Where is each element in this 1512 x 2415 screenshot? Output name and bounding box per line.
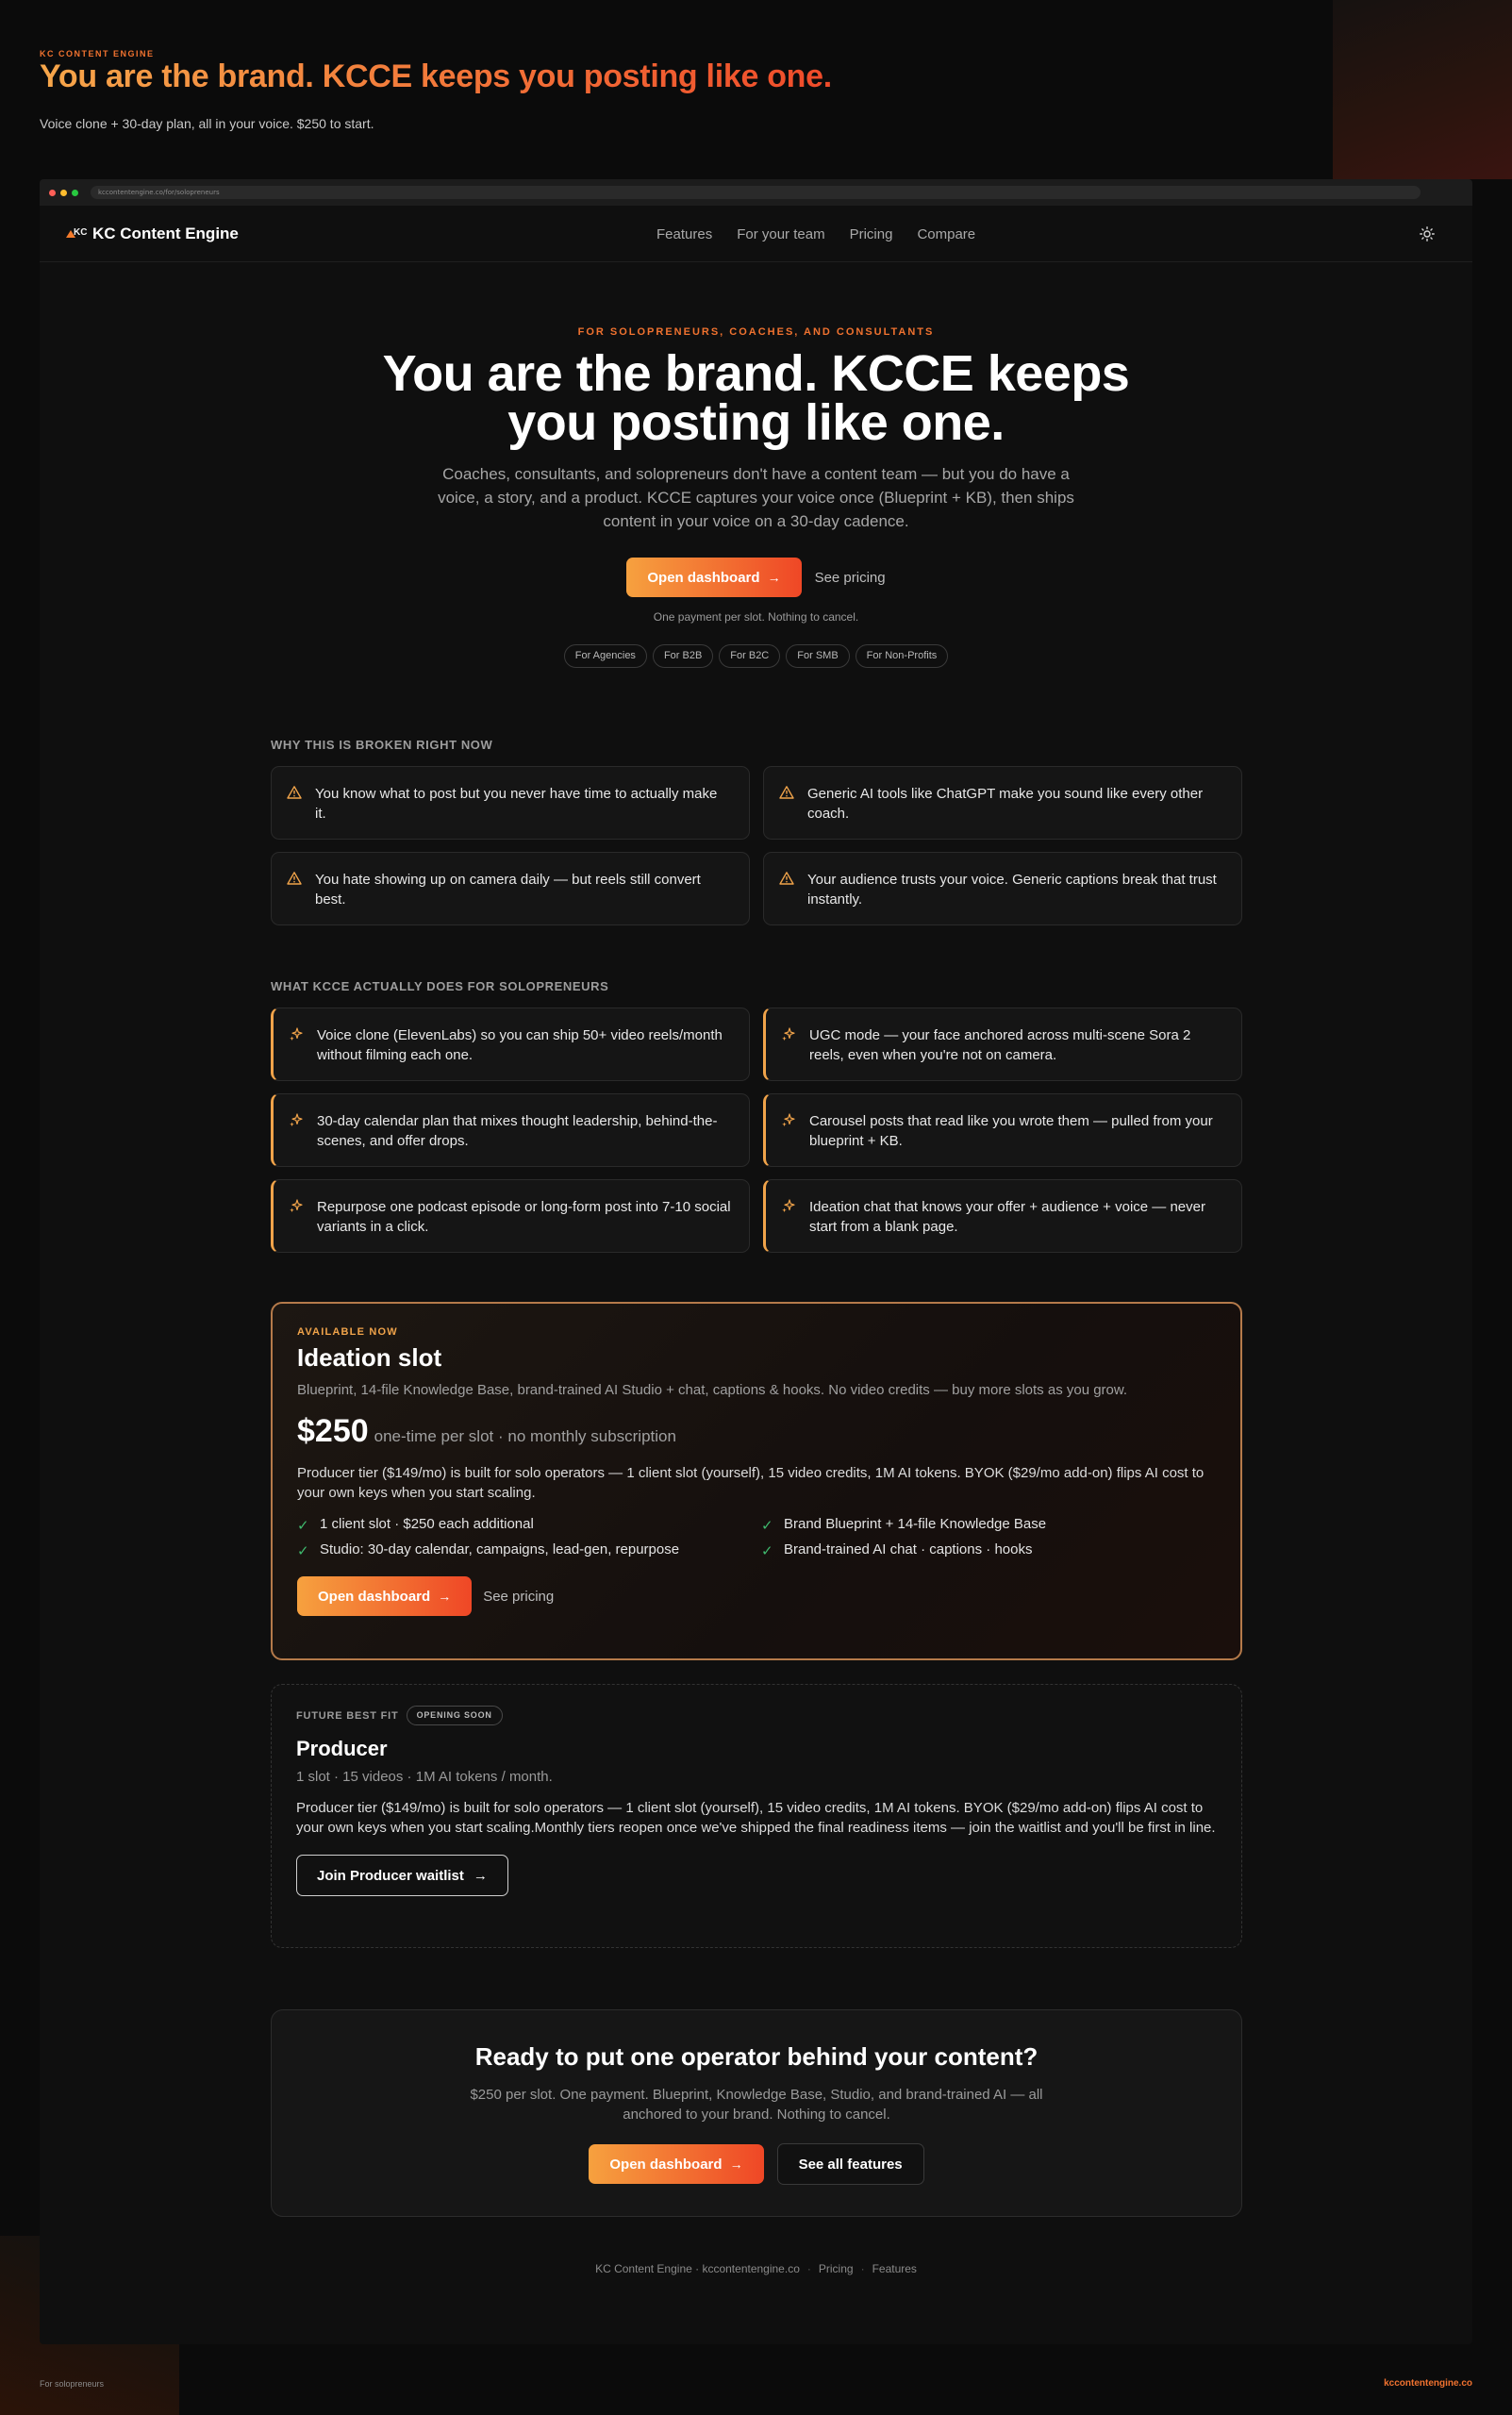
solution-text: Voice clone (ElevenLabs) so you can ship 50+ video reels/month without filming each one. bbox=[317, 1027, 723, 1063]
header-title: You are the brand. KCCE keeps you posting like one. bbox=[40, 58, 832, 94]
footer-link-pricing[interactable]: Pricing bbox=[818, 2262, 854, 2275]
site-footer bbox=[40, 2262, 1472, 2275]
nav-link-compare[interactable]: Compare bbox=[917, 225, 976, 242]
problem-card bbox=[763, 766, 1242, 840]
join-waitlist-button[interactable] bbox=[296, 1855, 508, 1896]
nav-link-pricing[interactable]: Pricing bbox=[849, 225, 893, 242]
page-footer-left: For solopreneurs bbox=[40, 2379, 105, 2389]
slot-subtitle: Blueprint, 14-file Knowledge Base, brand-trained AI Studio + chat, captions & hooks. No video credits — buy more slots as you grow. bbox=[297, 1382, 1128, 1398]
final-cta-row bbox=[272, 2143, 1241, 2185]
future-best-fit-label: FUTURE BEST FIT bbox=[296, 1709, 399, 1722]
footer-separator: · bbox=[860, 2262, 865, 2275]
price-value: $250 bbox=[297, 1413, 369, 1449]
check-icon: ✓ bbox=[761, 1518, 773, 1534]
hero-note: One payment per slot. Nothing to cancel. bbox=[653, 610, 859, 624]
problem-text: You hate showing up on camera daily — but reels still convert best. bbox=[315, 872, 701, 908]
slot-open-dashboard-button[interactable] bbox=[297, 1576, 472, 1616]
see-pricing-link[interactable]: See pricing bbox=[814, 569, 886, 586]
solution-card bbox=[763, 1093, 1242, 1167]
site-logo[interactable] bbox=[66, 225, 239, 243]
chip-smb[interactable]: For SMB bbox=[786, 644, 849, 668]
open-dashboard-label: Open dashboard bbox=[318, 1588, 431, 1605]
site-nav bbox=[40, 206, 1472, 262]
solution-card bbox=[271, 1093, 750, 1167]
sparkle-icon bbox=[781, 1198, 796, 1213]
solution-card bbox=[763, 1179, 1242, 1253]
warning-icon bbox=[287, 871, 302, 886]
solutions-section bbox=[271, 979, 1242, 1253]
nav-links bbox=[656, 206, 1000, 262]
see-all-features-button[interactable]: See all features bbox=[777, 2143, 924, 2185]
feature-item: ✓ Brand-trained AI chat · captions · hooks bbox=[761, 1541, 1033, 1559]
price-note: one-time per slot · no monthly subscription bbox=[374, 1427, 676, 1445]
producer-card bbox=[271, 1684, 1242, 1948]
browser-chrome bbox=[40, 179, 1472, 206]
slot-cta-row bbox=[297, 1576, 1216, 1616]
warning-icon bbox=[779, 871, 794, 886]
price-row bbox=[297, 1413, 1216, 1450]
solution-text: Ideation chat that knows your offer + audience + voice — never start from a blank page. bbox=[809, 1199, 1205, 1235]
solution-text: UGC mode — your face anchored across multi-scene Sora 2 reels, even when you're not on camera. bbox=[809, 1027, 1191, 1063]
solution-text: Repurpose one podcast episode or long-form post into 7-10 social variants in a click. bbox=[317, 1199, 731, 1235]
warning-icon bbox=[779, 785, 794, 800]
solutions-label: WHAT KCCE ACTUALLY DOES FOR SOLOPRENEURS bbox=[271, 979, 609, 993]
ideation-slot-card bbox=[271, 1302, 1242, 1660]
close-window-dot[interactable] bbox=[49, 190, 56, 196]
nav-link-features[interactable]: Features bbox=[656, 225, 713, 242]
hero-title: You are the brand. KCCE keeps you posting like one. bbox=[382, 345, 1130, 451]
open-dashboard-button[interactable] bbox=[626, 558, 801, 597]
producer-title: Producer bbox=[296, 1737, 388, 1760]
problem-card bbox=[763, 852, 1242, 925]
slot-description: Producer tier ($149/mo) is built for solo operators — 1 client slot (yourself), 15 video credits, 1M AI tokens. BYOK ($29/mo add-on) flips AI cost to your own keys when you start scaling. bbox=[297, 1465, 1205, 1501]
slot-see-pricing-link[interactable]: See pricing bbox=[483, 1588, 555, 1605]
solution-text: 30-day calendar plan that mixes thought leadership, behind-the-scenes, and offer drops. bbox=[317, 1113, 718, 1149]
minimize-window-dot[interactable] bbox=[60, 190, 67, 196]
arrow-right-icon: → bbox=[767, 570, 781, 585]
browser-frame bbox=[40, 179, 1472, 2344]
chip-b2b[interactable]: For B2B bbox=[653, 644, 713, 668]
address-bar[interactable]: kccontentengine.co/for/solopreneurs bbox=[91, 186, 1421, 199]
feature-item: ✓ Brand Blueprint + 14-file Knowledge Base bbox=[761, 1516, 1047, 1534]
chip-non-profits[interactable]: For Non-Profits bbox=[856, 644, 949, 668]
producer-meta: 1 slot · 15 videos · 1M AI tokens / month. bbox=[296, 1769, 553, 1785]
sparkle-icon bbox=[289, 1026, 304, 1041]
chip-b2c[interactable]: For B2C bbox=[719, 644, 780, 668]
solution-card bbox=[271, 1008, 750, 1081]
problem-text: You know what to post but you never have time to actually make it. bbox=[315, 786, 718, 822]
footer-link-features[interactable]: Features bbox=[872, 2262, 917, 2275]
brand-name: KC Content Engine bbox=[92, 224, 239, 242]
chip-agencies[interactable]: For Agencies bbox=[564, 644, 647, 668]
feature-item: ✓ Studio: 30-day calendar, campaigns, lead-gen, repurpose bbox=[297, 1541, 680, 1559]
slot-title: Ideation slot bbox=[297, 1343, 442, 1372]
hero-section bbox=[40, 326, 1472, 668]
final-cta-subtitle: $250 per slot. One payment. Blueprint, Knowledge Base, Studio, and brand-trained AI — all anchored to your brand. Nothing to cancel. bbox=[470, 2087, 1043, 2123]
check-icon: ✓ bbox=[297, 1518, 309, 1534]
arrow-right-icon: → bbox=[473, 1867, 488, 1884]
final-cta-section bbox=[271, 2009, 1242, 2217]
join-waitlist-label: Join Producer waitlist bbox=[317, 1867, 464, 1884]
producer-description: Producer tier ($149/mo) is built for solo operators — 1 client slot (yourself), 15 video credits, 1M AI tokens. BYOK ($29/mo add-on) flips AI cost to your own keys when you start scaling.Monthly tiers reopen once we've shipped the final readiness items — join the waitlist and you'll be first in line. bbox=[296, 1800, 1216, 1836]
warning-icon bbox=[287, 785, 302, 800]
arrow-right-icon: → bbox=[729, 2157, 743, 2172]
sparkle-icon bbox=[289, 1198, 304, 1213]
header-subtitle: Voice clone + 30-day plan, all in your voice. $250 to start. bbox=[40, 116, 374, 131]
solution-card bbox=[271, 1179, 750, 1253]
maximize-window-dot[interactable] bbox=[72, 190, 78, 196]
hero-cta-row bbox=[40, 558, 1472, 597]
problem-card bbox=[271, 766, 750, 840]
sparkle-icon bbox=[289, 1112, 304, 1127]
arrow-right-icon: → bbox=[438, 1589, 452, 1604]
footer-separator: · bbox=[806, 2262, 811, 2275]
hero-eyebrow: FOR SOLOPRENEURS, COACHES, AND CONSULTANTS bbox=[577, 326, 935, 338]
problem-text: Your audience trusts your voice. Generic captions break that trust instantly. bbox=[807, 872, 1217, 908]
sparkle-icon bbox=[781, 1026, 796, 1041]
open-dashboard-label: Open dashboard bbox=[609, 2156, 723, 2173]
problems-label: WHY THIS IS BROKEN RIGHT NOW bbox=[271, 738, 493, 752]
hero-subtitle: Coaches, consultants, and solopreneurs don't have a content team — but you do have a voice, a story, and a product. KCCE captures your voice once (Blueprint + KB), then ships content in your voice on a 30-day cadence. bbox=[438, 465, 1074, 530]
problems-section bbox=[271, 738, 1242, 925]
page-footer-right: kccontentengine.co bbox=[1384, 2378, 1472, 2389]
check-icon: ✓ bbox=[761, 1543, 773, 1559]
sparkle-icon bbox=[781, 1112, 796, 1127]
opening-soon-badge: OPENING SOON bbox=[407, 1706, 503, 1725]
availability-label: AVAILABLE NOW bbox=[297, 1326, 398, 1338]
solution-card bbox=[763, 1008, 1242, 1081]
corner-gradient-top-right bbox=[1333, 0, 1512, 179]
solution-text: Carousel posts that read like you wrote them — pulled from your blueprint + KB. bbox=[809, 1113, 1213, 1149]
feature-item: ✓ 1 client slot · $250 each additional bbox=[297, 1516, 534, 1534]
nav-link-for-your-team[interactable]: For your team bbox=[737, 225, 825, 242]
problem-text: Generic AI tools like ChatGPT make you sound like every other coach. bbox=[807, 786, 1204, 822]
open-dashboard-label: Open dashboard bbox=[647, 569, 760, 586]
footer-brand[interactable]: KC Content Engine · kccontentengine.co bbox=[595, 2262, 800, 2275]
problem-card bbox=[271, 852, 750, 925]
final-open-dashboard-button[interactable] bbox=[589, 2144, 763, 2184]
logo-icon: KC bbox=[66, 227, 87, 241]
check-icon: ✓ bbox=[297, 1543, 309, 1559]
final-cta-title: Ready to put one operator behind your content? bbox=[474, 2042, 1038, 2071]
header-eyebrow: KC CONTENT ENGINE bbox=[40, 49, 155, 58]
audience-chips bbox=[40, 644, 1472, 668]
feature-list bbox=[297, 1516, 1216, 1557]
sun-icon[interactable] bbox=[1420, 226, 1435, 242]
